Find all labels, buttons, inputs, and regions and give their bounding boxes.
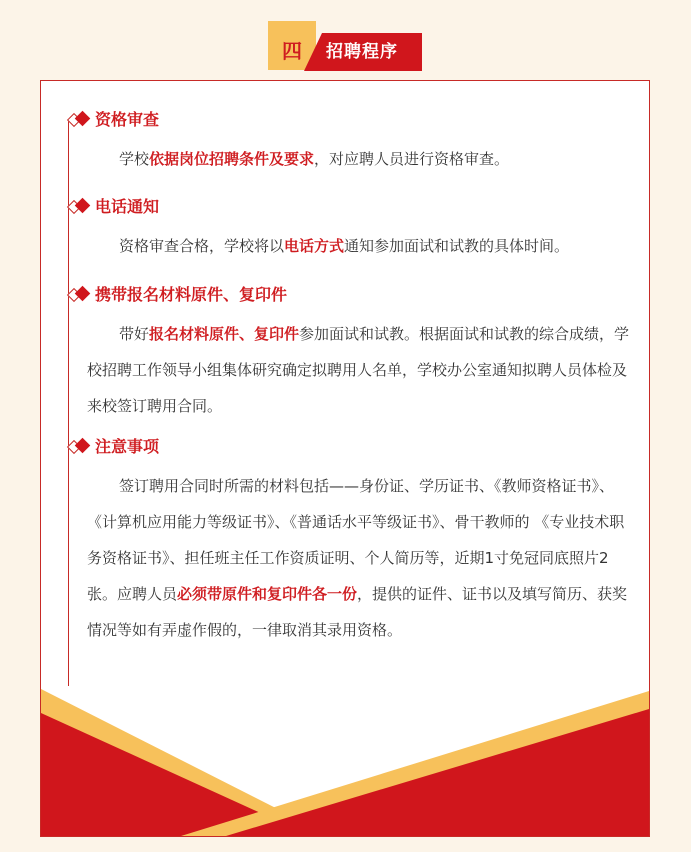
- paragraph-text: 通知参加面试和试教的具体时间。: [344, 237, 570, 255]
- header-number: 四: [282, 39, 302, 63]
- section-paragraph: [87, 468, 633, 648]
- section-paragraph: [87, 228, 633, 264]
- section-qualification-review: [41, 105, 649, 168]
- header-title: 招聘程序: [326, 42, 398, 62]
- paragraph-highlight: 必须带原件和复印件各一份: [177, 585, 358, 603]
- paragraph-text: 带好: [119, 325, 150, 343]
- section-paragraph: [87, 141, 633, 177]
- bottom-decoration: [41, 681, 649, 836]
- section-title: 携带报名材料原件、复印件: [95, 285, 288, 304]
- paragraph-highlight: 报名材料原件、复印件: [149, 325, 300, 343]
- section-title: 电话通知: [95, 197, 160, 216]
- section-title-row: [41, 280, 649, 310]
- section-header: [268, 21, 422, 70]
- paragraph-text: ，提供的证件、证书以及填写简历、获奖情况等如有弄虚作假的，一律取消其录用资格。: [87, 585, 628, 639]
- content-panel: [40, 80, 650, 837]
- paragraph-text: 签订聘用合同时所需的材料包括——身份证、学历证书、《教师资格证书》、《计算机应用能力等级证书》、《普通话水平等级证书》、骨干教师的 《专业技术职务资格证书》、担任班主任工作资质证明、个人简历等，近期1寸免冠同底照片2张。应聘人员: [87, 477, 625, 603]
- section-title: 注意事项: [95, 437, 160, 456]
- paragraph-text: ，对应聘人员进行资格审查。: [314, 150, 510, 168]
- paragraph-highlight: 电话方式: [284, 237, 345, 255]
- section-title: 资格审查: [95, 110, 160, 129]
- section-title-row: [41, 105, 649, 135]
- paragraph-highlight: 依据岗位招聘条件及要求: [149, 150, 315, 168]
- section-materials: [41, 280, 649, 415]
- section-notes: [41, 432, 649, 639]
- paragraph-text: 学校: [119, 150, 150, 168]
- section-title-row: [41, 192, 649, 222]
- paragraph-text: 参加面试和试教。根据面试和试教的综合成绩，学校招聘工作领导小组集体研究确定拟聘用人名单，学校办公室通知拟聘人员体检及来校签订聘用合同。: [87, 325, 630, 415]
- section-title-row: [41, 432, 649, 462]
- paragraph-text: 资格审查合格，学校将以: [119, 237, 285, 255]
- section-paragraph: [87, 316, 633, 424]
- section-phone-notice: [41, 192, 649, 255]
